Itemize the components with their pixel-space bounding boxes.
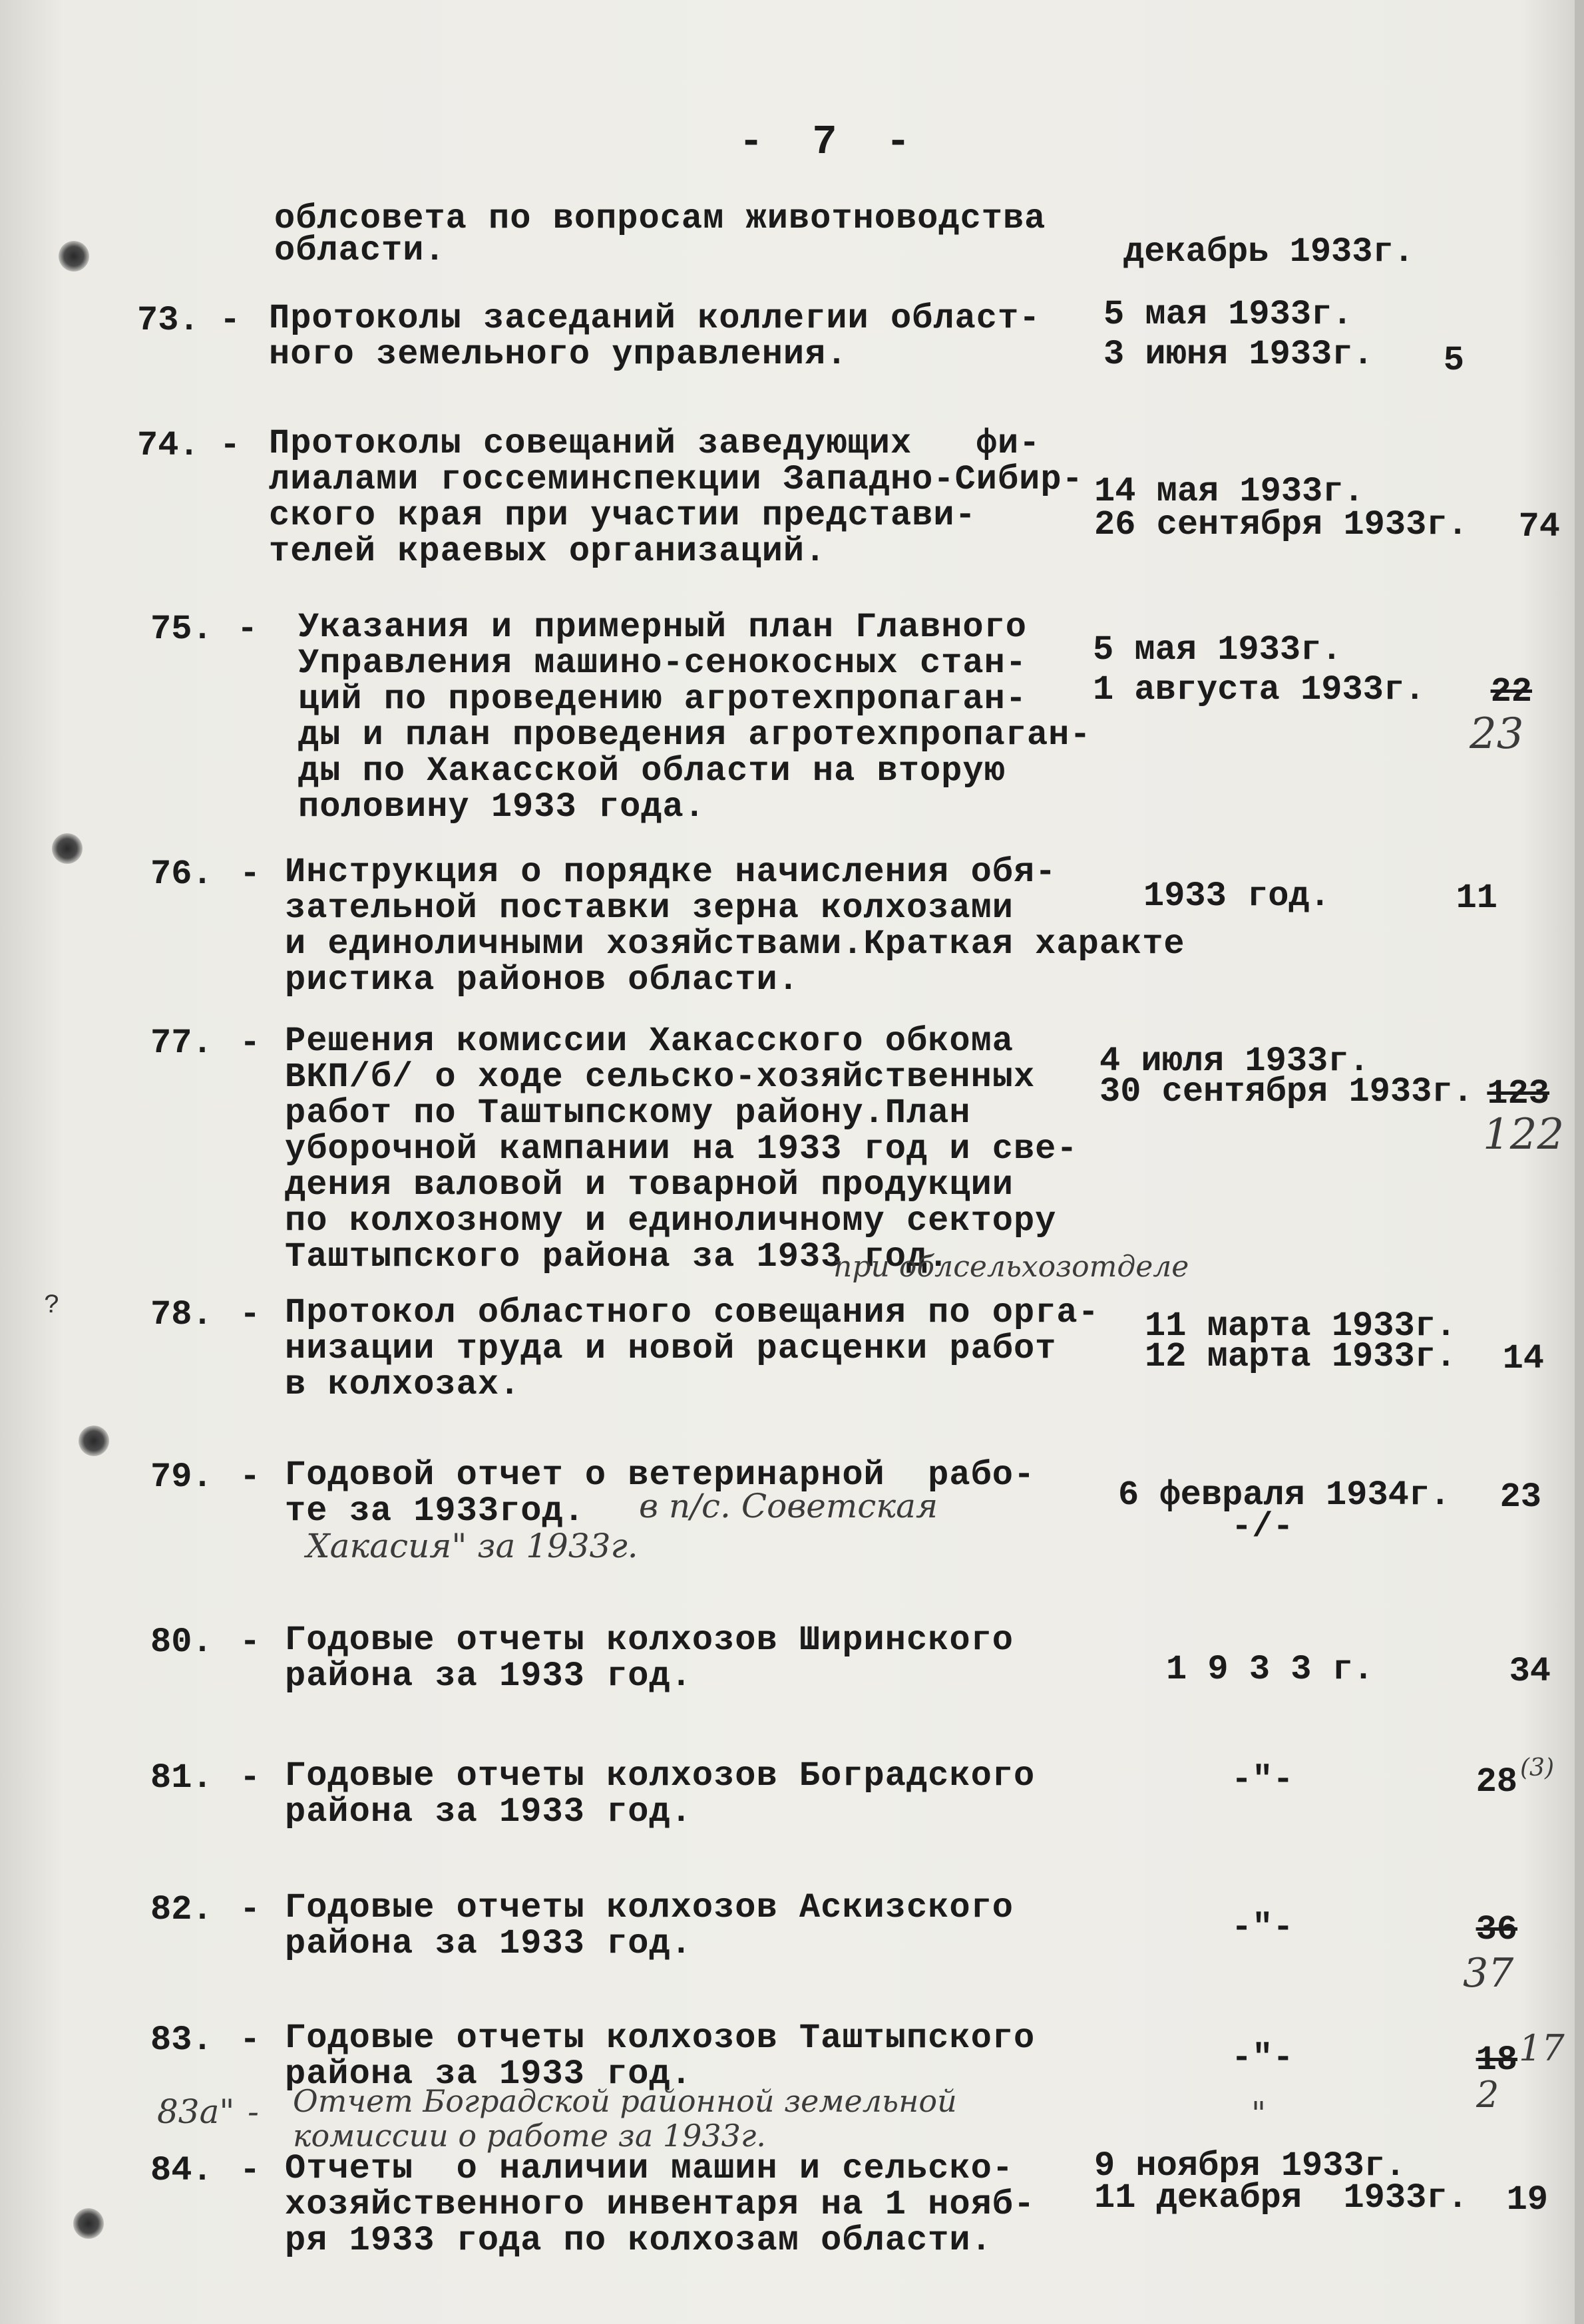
item-date: 4 июля 1933г. [1099,1042,1370,1081]
item-date: -"- [1231,1760,1294,1800]
item-number: 76. [150,855,213,894]
item-text-line: ВКП/б/ о ходе сельско-хозяйственных [285,1058,1036,1097]
item-sheets-handwritten: 37 [1463,1950,1514,1997]
item-text-line: Годовые отчеты колхозов Боградского [285,1756,1036,1796]
item-number: 82. [150,1890,213,1929]
item-date-mark: -/- [1231,1507,1294,1547]
item-sheets: 5 [1443,341,1464,380]
item-date: " [1251,2095,1267,2132]
intro-line: области. [274,231,446,270]
item-text-line: Решения комиссии Хакасского обкома [285,1022,1014,1061]
item-text-line: по колхозному и единоличному сектору [285,1201,1057,1241]
item-date: 5 мая 1933г. [1093,630,1342,670]
item-text-line: дения валовой и товарной продукции [285,1165,1014,1205]
item-text-line: Указания и примерный план Главного [298,608,1027,647]
item-dash: - [240,2151,261,2190]
item-number: 80. [150,1623,213,1662]
punch-hole [73,2208,104,2239]
item-text-line: уборочной кампании на 1933 год и све- [285,1129,1078,1169]
item-dash: - [237,610,258,649]
item-sheets: 11 [1456,878,1497,918]
item-number: 83. [150,2021,213,2060]
item-date: 1 9 3 3 г. [1166,1650,1374,1689]
item-dash: - [240,1758,261,1798]
item-dash: - [220,301,241,340]
item-date: 14 мая 1933г. [1094,472,1364,511]
item-number: 78. [150,1295,213,1334]
intro-line: облсовета по вопросам животноводства [274,199,1046,238]
item-date: -"- [1231,2038,1294,2078]
margin-mark: ? [44,1291,61,1321]
item-text-line: половину 1933 года. [298,787,705,827]
item-sheets: 28 [1476,1762,1517,1802]
item-date: 12 марта 1933г. [1145,1337,1457,1376]
item-text-line: Годовые отчеты колхозов Ширинского [285,1621,1014,1660]
item-sheets-handwritten: 2 [1476,2074,1499,2116]
item-number: 75. [150,610,213,649]
punch-hole [59,241,89,272]
item-text-line: ного земельного управления. [269,335,848,374]
item-text-line: телей краевых организаций. [269,532,827,571]
item-dash: - [240,1457,261,1497]
item-text-line: те за 1933год. [285,1491,585,1531]
handwritten-item-line: комиссии о работе за 1933г. [293,2118,766,2154]
item-dash: - [220,426,241,465]
item-dash: - [240,1295,261,1334]
item-text-line: ций по проведению агротехпропаган- [298,679,1027,719]
item-text-line: ды и план проведения агротехпропаган- [298,715,1091,755]
item-number: 84. [150,2151,213,2190]
item-date: 6 февраля 1934г. [1118,1475,1451,1515]
item-sheets: 19 [1506,2180,1548,2220]
item-text-line: лиалами госсеминспекции Западно-Сибир- [269,460,1084,499]
item-sheets-handwritten: 122 [1483,1110,1565,1159]
item-dash: - [248,2092,259,2131]
item-sheets-handwritten: 23 [1470,709,1524,759]
item-sheets: 34 [1509,1652,1551,1691]
item-dash: - [240,855,261,894]
item-dash: - [240,2021,261,2060]
item-dash: - [240,1623,261,1662]
item-text-line: ского края при участии представи- [269,496,976,535]
item-date: 11 декабря 1933г. [1094,2178,1468,2218]
page-number: - 7 - [739,118,923,166]
item-dash: - [240,1024,261,1063]
item-date: 3 июня 1933г. [1103,335,1374,374]
item-number: 81. [150,1758,213,1798]
item-date: 26 сентября 1933г. [1094,505,1468,544]
handwritten-note: в п/с. Советская [639,1487,938,1525]
item-date: 9 ноября 1933г. [1094,2146,1406,2186]
item-text-line: Протокол областного совещания по орга- [285,1293,1099,1332]
item-text-line: района за 1933 год. [285,1656,692,1696]
item-text-line: в колхозах. [285,1365,521,1404]
item-number: 83а" [157,2092,235,2131]
item-text-line: работ по Таштыпскому району.План [285,1093,971,1133]
item-text-line: Годовой отчет о ветеринарной рабо- [285,1455,1036,1495]
item-sheets-handwritten: (3) [1520,1754,1554,1782]
page-edge [1575,0,1584,2324]
punch-hole [52,833,83,864]
item-date: -"- [1231,1908,1294,1947]
item-text-line: хозяйственного инвентаря на 1 нояб- [285,2185,1036,2224]
item-sheets-struck: 36 [1476,1910,1517,1949]
item-text-line: Годовые отчеты колхозов Таштыпского [285,2019,1036,2058]
item-date: 11 марта 1933г. [1145,1306,1457,1346]
handwritten-note: при облсельхозотделе [833,1250,1189,1284]
item-sheets: 23 [1499,1477,1541,1517]
item-sheets-struck: 22 [1490,672,1532,711]
punch-hole [79,1426,109,1456]
item-text-line: Протоколы заседаний коллегии област- [269,299,1041,338]
item-date: 1933 год. [1143,876,1330,916]
item-text-line: района за 1933 год. [285,1924,692,1963]
item-number: 74. [137,426,200,465]
item-text-line: Годовые отчеты колхозов Аскизского [285,1888,1014,1927]
item-sheets: 74 [1518,507,1560,546]
item-date: 5 мая 1933г. [1103,295,1353,334]
item-text-line: низации труда и новой расценки работ [285,1329,1057,1368]
intro-date: декабрь 1933г. [1123,232,1414,272]
item-sheets-handwritten: 17 [1519,2027,1565,2069]
item-date: 1 августа 1933г. [1093,670,1426,709]
item-text-line: Инструкция о порядке начисления обя- [285,853,1057,892]
item-text-line: Протоколы совещаний заведующих фи- [269,424,1041,463]
item-text-line: Управления машино-сенокосных стан- [298,644,1027,683]
item-dash: - [240,1890,261,1929]
item-sheets-struck: 18 [1476,2040,1517,2080]
item-text-line: ристика районов области. [285,960,799,1000]
handwritten-note: Хакасия" за 1933г. [306,1527,638,1565]
item-text-line: района за 1933 год. [285,2054,692,2094]
item-number: 73. [137,301,200,340]
item-sheets: 14 [1502,1339,1544,1378]
handwritten-item-line: Отчет Боградской районной земельной [293,2083,957,2119]
item-text-line: Отчеты о наличии машин и сельско- [285,2149,1014,2188]
item-text-line: района за 1933 год. [285,1792,692,1832]
item-text-line: ды по Хакасской области на вторую [298,751,1006,791]
item-text-line: зательной поставки зерна колхозами [285,888,1014,928]
item-number: 77. [150,1024,213,1063]
item-text-line: и единоличными хозяйствами.Краткая характе [285,924,1185,964]
item-number: 79. [150,1457,213,1497]
item-text-line: ря 1933 года по колхозам области. [285,2221,992,2260]
item-sheets-struck: 123 [1487,1074,1549,1113]
item-text-line: Таштыпского района за 1933 год. [285,1237,950,1276]
item-date: 30 сентября 1933г. [1099,1072,1474,1111]
